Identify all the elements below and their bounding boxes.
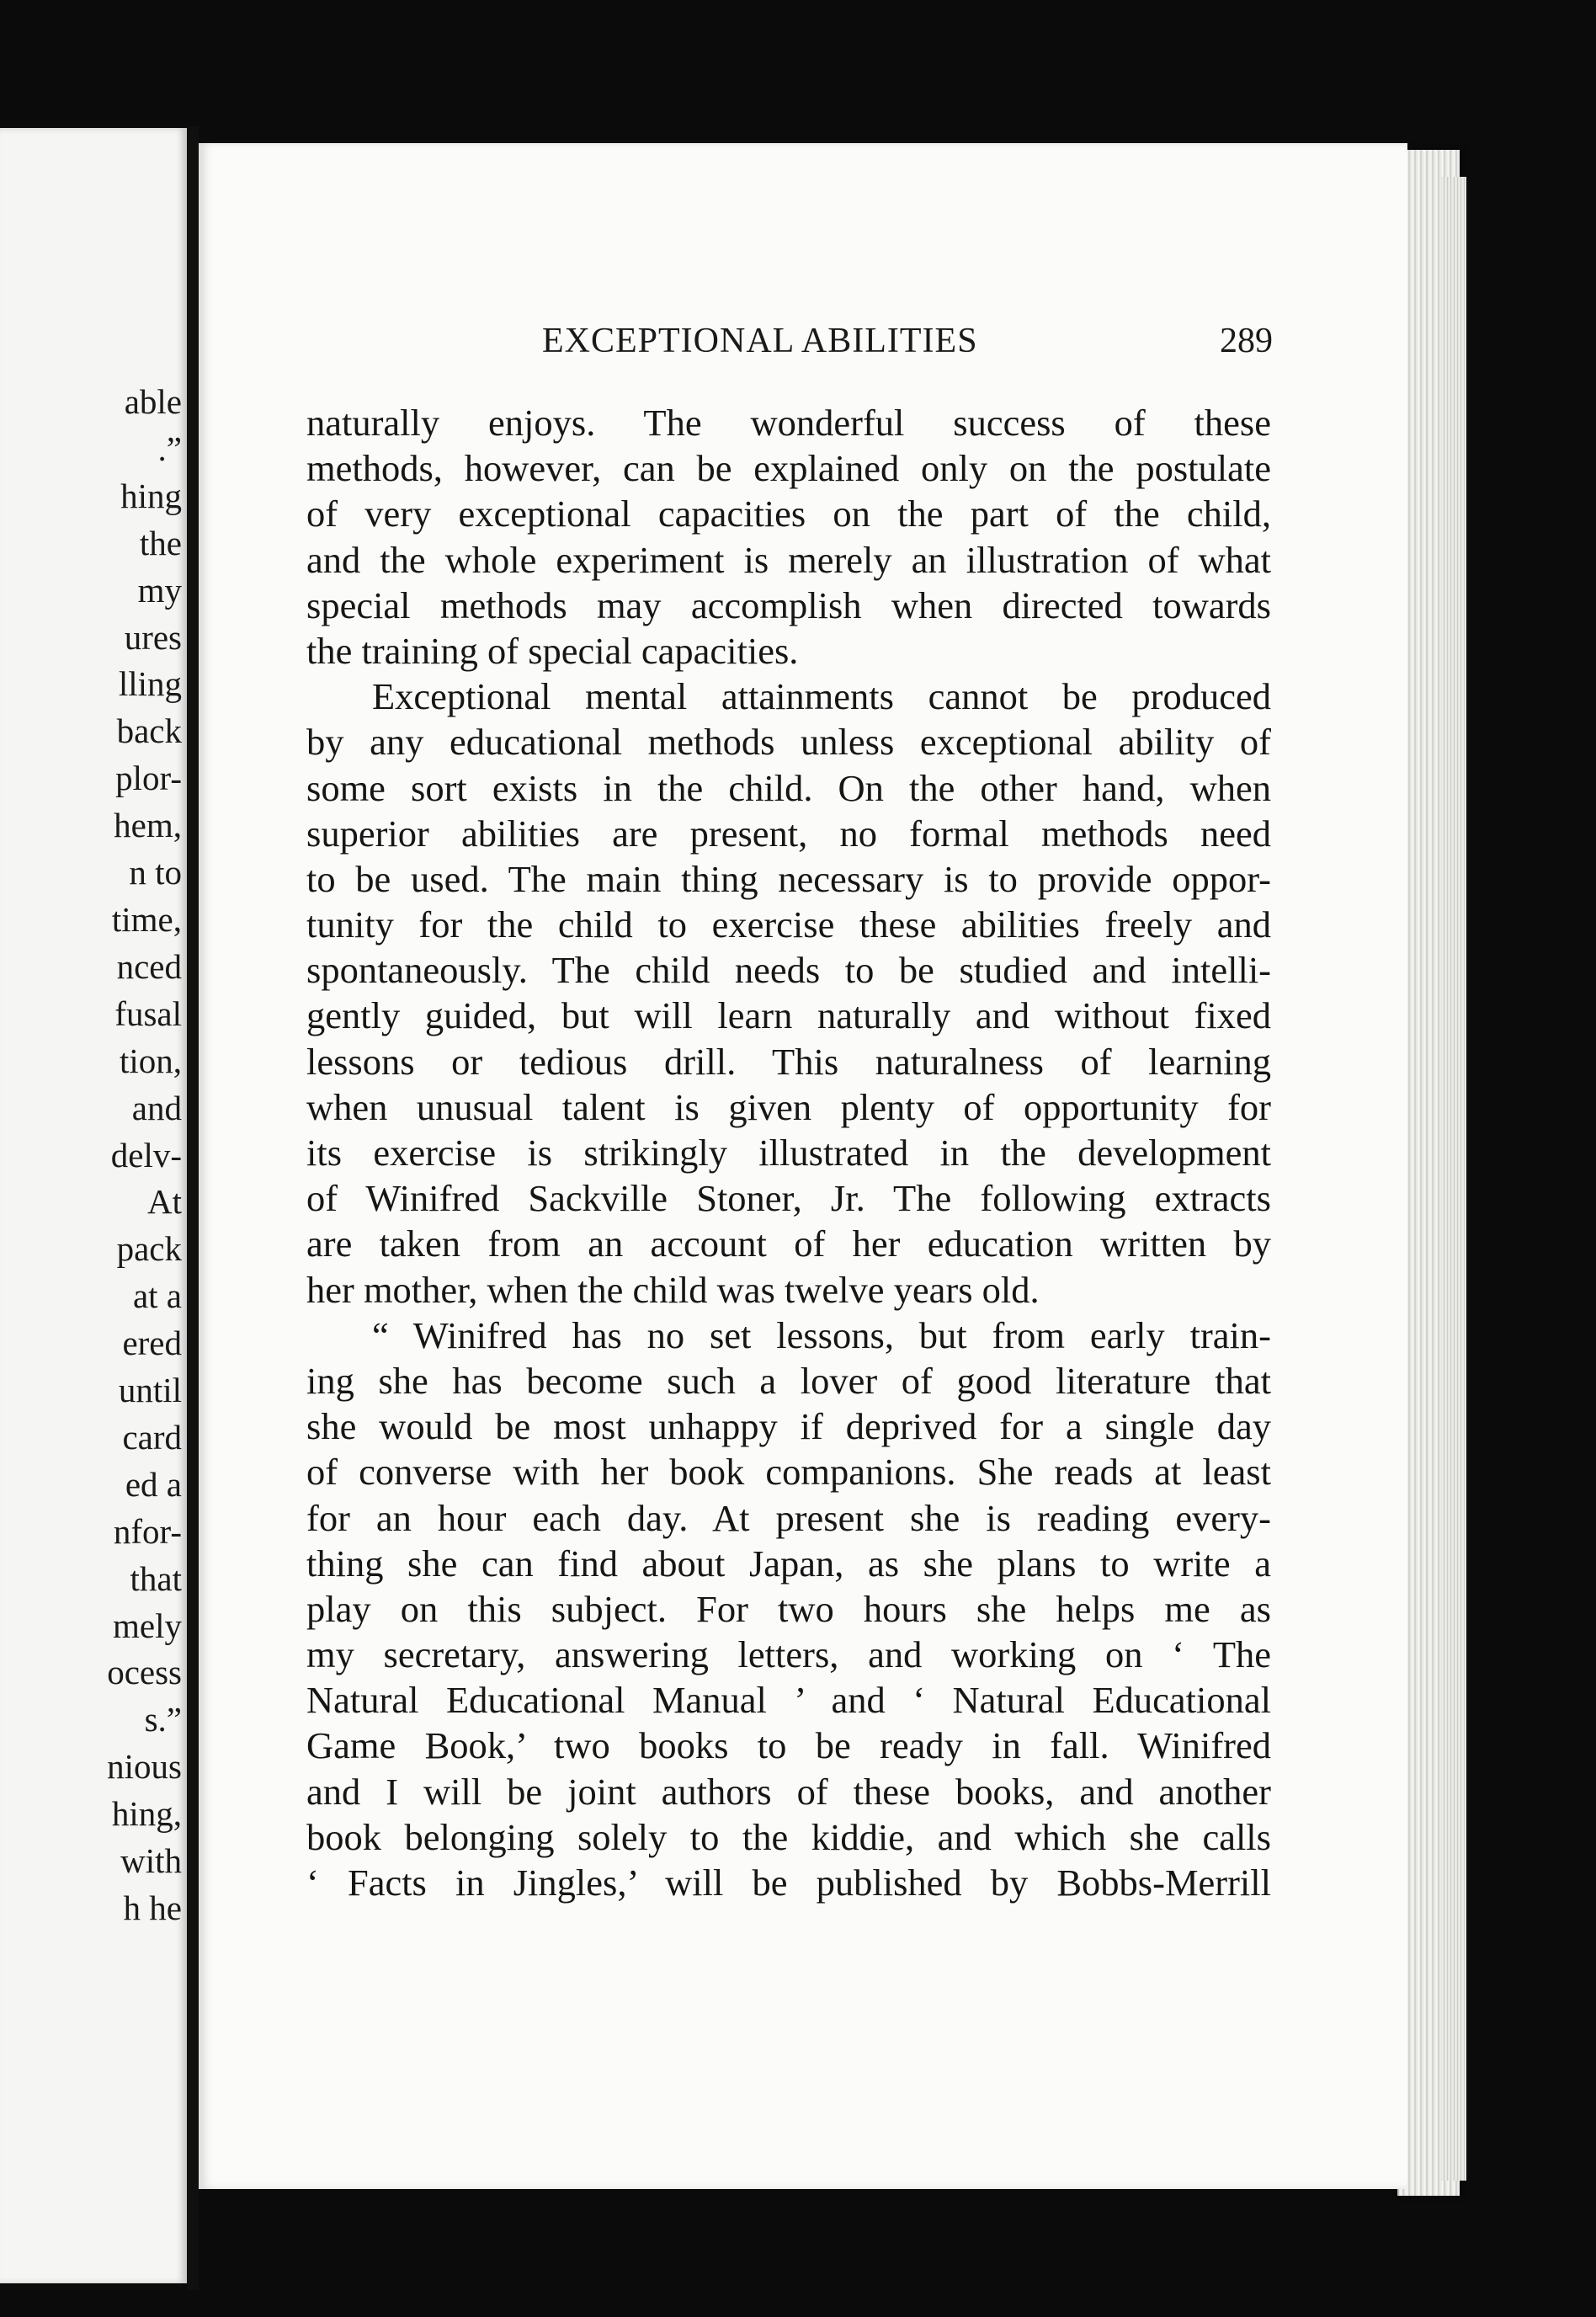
text-line: book belonging solely to the kiddie, and which she calls — [306, 1815, 1271, 1858]
page-number: 289 — [1220, 322, 1273, 360]
facing-page-line: able — [124, 382, 182, 421]
text-line: ‘ Facts in Jingles,’ will be published by Bobbs-Merrill — [306, 1862, 1271, 1904]
facing-page-line: hem, — [114, 806, 182, 845]
facing-page-line: ures — [124, 617, 182, 657]
text-line: naturally enjoys. The wonderful success of these — [306, 402, 1271, 444]
text-line: play on this subject. For two hours she helps me as — [306, 1587, 1271, 1630]
book-gutter — [187, 126, 199, 2290]
text-line: for an hour each day. At present she is reading every- — [306, 1496, 1271, 1539]
text-line: by any educational methods unless exceptional ability of — [306, 721, 1271, 764]
running-head — [0, 321, 1596, 366]
text-line: when unusual talent is given plenty of opportunity for — [306, 1085, 1271, 1128]
facing-page-line: nious — [107, 1747, 182, 1787]
facing-page-line: the — [139, 523, 182, 562]
facing-page-line: .” — [157, 429, 182, 468]
facing-page-line: pack — [116, 1229, 182, 1269]
facing-page-line: hing — [120, 476, 182, 515]
text-line: her mother, when the child was twelve years old. — [306, 1268, 1040, 1311]
facing-page-line: back — [116, 711, 182, 751]
facing-page-line: At — [147, 1182, 182, 1222]
text-line: special methods may accomplish when directed towards — [306, 583, 1271, 626]
text-line: are taken from an account of her education written by — [306, 1222, 1271, 1265]
text-line: to be used. The main thing necessary is to provide oppor- — [306, 857, 1271, 900]
text-line: my secretary, answering letters, and working on ‘ The — [306, 1633, 1271, 1676]
facing-page-line: nfor- — [113, 1511, 182, 1551]
facing-page-line: my — [137, 570, 182, 610]
text-line: of very exceptional capacities on the part of the child, — [306, 493, 1271, 535]
facing-page-line: ocess — [107, 1653, 182, 1692]
text-line: Natural Educational Manual ’ and ‘ Natural Educational — [306, 1679, 1271, 1722]
facing-page-line: h he — [123, 1888, 182, 1927]
facing-page-line: ered — [122, 1324, 182, 1363]
text-line: tunity for the child to exercise these abilities freely and — [306, 903, 1271, 946]
text-line: gently guided, but will learn naturally and without fixed — [306, 994, 1271, 1037]
running-head-title: EXCEPTIONAL ABILITIES — [542, 322, 978, 360]
facing-page-line: n to — [129, 853, 182, 892]
text-line: superior abilities are present, no formal methods need — [306, 812, 1271, 855]
text-line: of converse with her book companions. She reads at least — [306, 1451, 1271, 1494]
facing-page-line: until — [118, 1371, 182, 1410]
body-text — [306, 400, 1271, 1905]
facing-page-line: ed a — [125, 1464, 182, 1504]
text-line: the training of special capacities. — [306, 629, 799, 672]
text-line: lessons or tedious drill. This naturalness of learning — [306, 1040, 1271, 1083]
facing-page-line: and — [131, 1088, 182, 1127]
text-line: ing she has become such a lover of good literature that — [306, 1359, 1271, 1402]
page-edges-inner — [1441, 177, 1466, 2181]
text-line: and the whole experiment is merely an illustration of what — [306, 538, 1271, 581]
text-line: “ Winifred has no set lessons, but from early train- — [372, 1313, 1271, 1356]
text-line: spontaneously. The child needs to be studied and intelli- — [306, 949, 1271, 992]
text-line: Exceptional mental attainments cannot be produced — [372, 675, 1271, 718]
facing-page — [0, 128, 187, 2283]
text-line: and I will be joint authors of these books, and another — [306, 1770, 1271, 1813]
facing-page-line: that — [130, 1558, 182, 1598]
facing-page-line: mely — [113, 1606, 182, 1645]
facing-page-line: card — [122, 1417, 182, 1457]
facing-page-line: delv- — [110, 1135, 182, 1174]
facing-page-line: s.” — [144, 1700, 182, 1739]
text-line: some sort exists in the child. On the other hand, when — [306, 766, 1271, 809]
facing-page-line: time, — [111, 899, 182, 939]
facing-page-line: plor- — [115, 759, 182, 798]
facing-page-line: fusal — [114, 993, 182, 1033]
facing-page-line: tion, — [119, 1041, 182, 1080]
facing-page-text — [107, 379, 182, 1932]
text-line: she would be most unhappy if deprived for a single day — [306, 1405, 1271, 1448]
text-line: methods, however, can be explained only on the postulate — [306, 447, 1271, 490]
facing-page-line: hing, — [111, 1794, 182, 1834]
text-line: its exercise is strikingly illustrated in the development — [306, 1132, 1271, 1174]
facing-page-line: with — [120, 1841, 182, 1881]
facing-page-line: nced — [116, 946, 182, 986]
text-line: of Winifred Sackville Stoner, Jr. The following extracts — [306, 1177, 1271, 1220]
text-line: thing she can find about Japan, as she plans to write a — [306, 1542, 1271, 1585]
facing-page-line: at a — [132, 1276, 182, 1316]
text-line: Game Book,’ two books to be ready in fall. Winifred — [306, 1724, 1271, 1767]
facing-page-line: lling — [118, 664, 182, 704]
